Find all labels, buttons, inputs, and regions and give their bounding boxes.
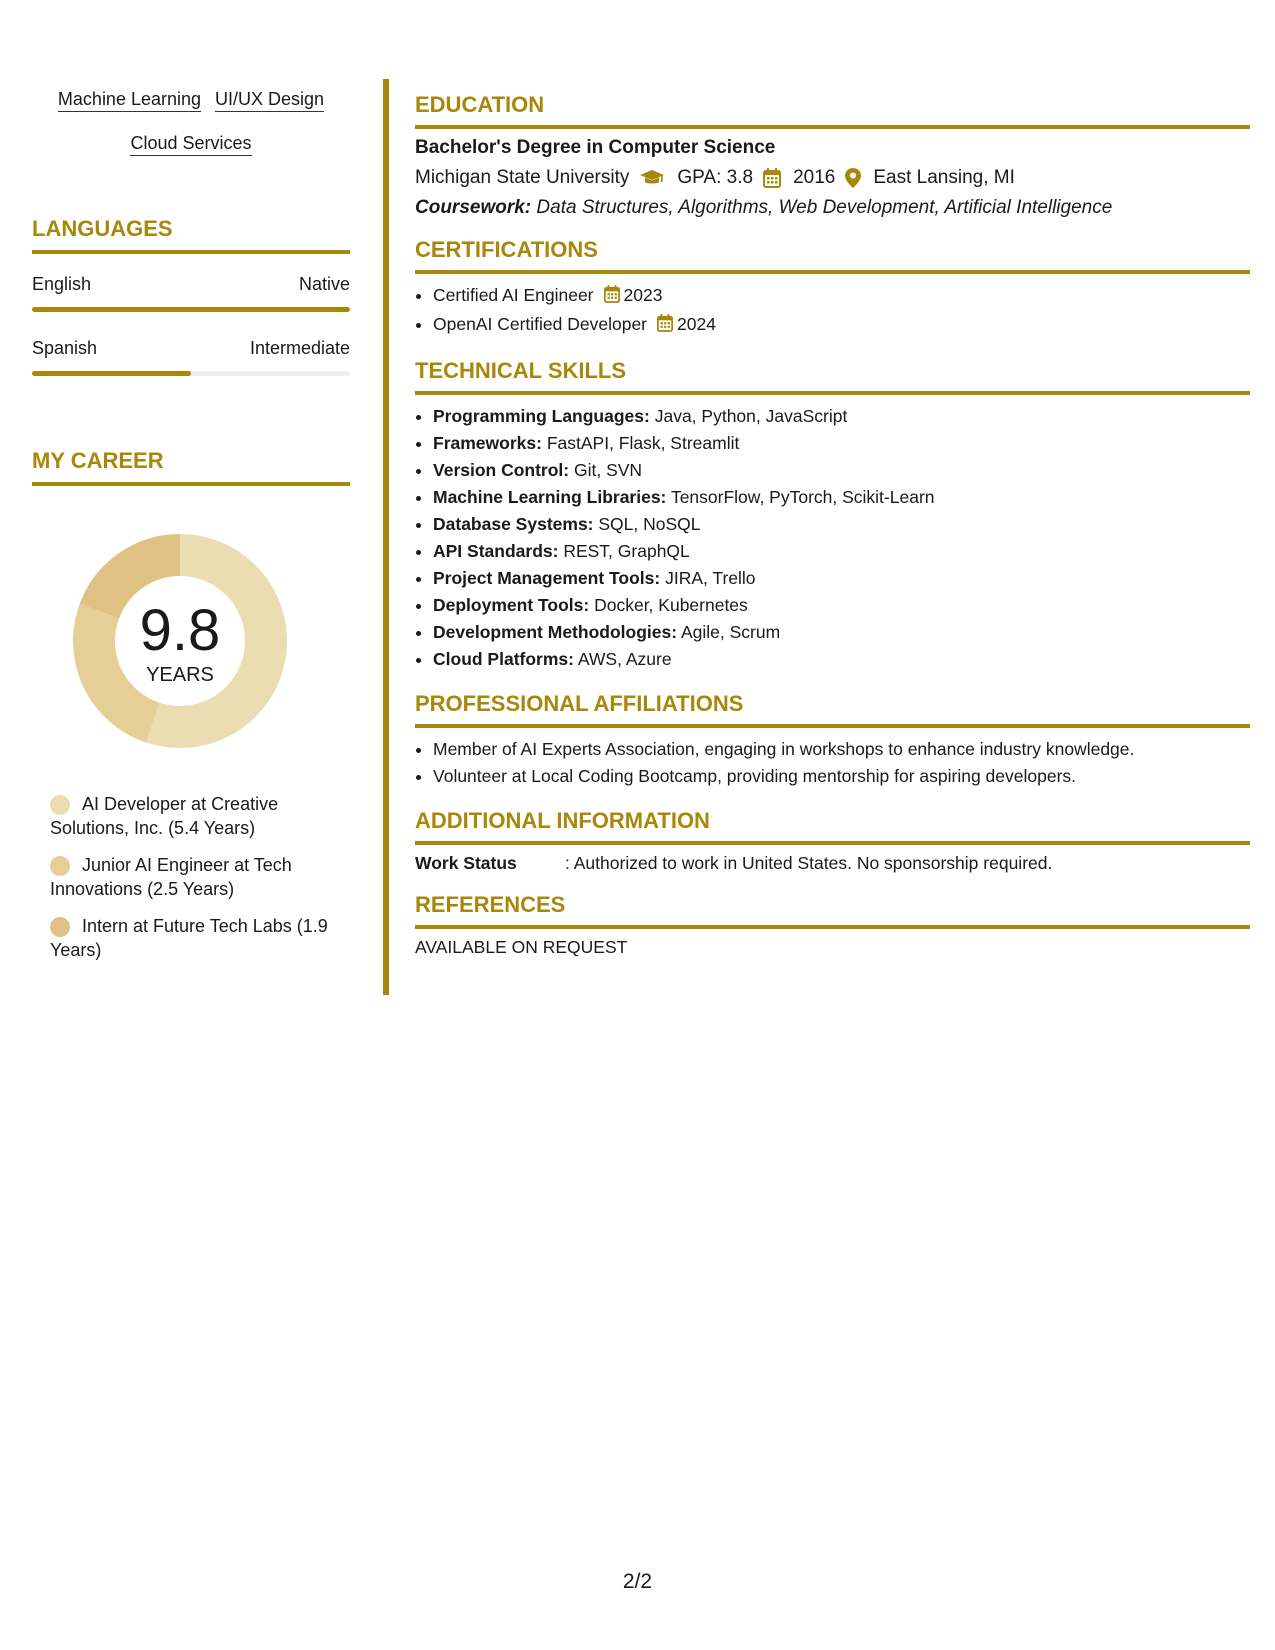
skill-value: Docker, Kubernetes (594, 595, 748, 615)
skill-item (433, 511, 1250, 538)
education-section (415, 92, 1250, 219)
career-donut-chart (65, 526, 295, 756)
affiliations-list (415, 736, 1250, 790)
technical-skills-list (415, 403, 1250, 673)
career-legend-dot (50, 795, 70, 815)
skills-tags (32, 80, 350, 168)
additional-info-heading: ADDITIONAL INFORMATION (415, 808, 1250, 845)
career-item (32, 792, 350, 840)
skill-value: Git, SVN (574, 460, 643, 480)
career-legend-dot (50, 917, 70, 937)
skill-item (433, 565, 1250, 592)
skill-item (433, 403, 1250, 430)
career-heading: MY CAREER (32, 448, 350, 486)
map-pin-icon (845, 168, 861, 188)
calendar-icon (657, 313, 673, 340)
graduation-year: 2016 (793, 167, 836, 188)
skill-value: JIRA, Trello (665, 568, 756, 588)
degree-title: Bachelor's Degree in Computer Science (415, 137, 776, 158)
skill-value: REST, GraphQL (563, 541, 690, 561)
calendar-icon (604, 284, 620, 311)
education-heading: EDUCATION (415, 92, 1250, 129)
career-item-text: Junior AI Engineer at Tech Innovations (2.5 Years) (50, 855, 292, 899)
certifications-section (415, 237, 1250, 340)
skill-tag: Machine Learning (58, 90, 201, 112)
work-status-label: Work Status (415, 853, 517, 873)
skill-label: Development Methodologies: (433, 622, 678, 642)
language-bar (32, 307, 350, 312)
skill-label: Frameworks: (433, 433, 542, 453)
technical-skills-heading: TECHNICAL SKILLS (415, 358, 1250, 395)
left-column (32, 80, 350, 975)
references-heading: REFERENCES (415, 892, 1250, 929)
coursework-list: Data Structures, Algorithms, Web Development, Artificial Intelligence (536, 197, 1113, 218)
languages-heading: LANGUAGES (32, 216, 350, 254)
skill-value: Java, Python, JavaScript (654, 406, 848, 426)
skill-label: Machine Learning Libraries: (433, 487, 667, 507)
affiliations-heading: PROFESSIONAL AFFILIATIONS (415, 691, 1250, 728)
gpa: GPA: 3.8 (677, 167, 754, 188)
career-total-years: 9.8 (139, 597, 221, 663)
language-item (32, 274, 350, 312)
skill-item (433, 646, 1250, 673)
certification-year: 2024 (677, 314, 716, 334)
certification-item (433, 282, 1250, 311)
affiliation-item: • Member of AI Experts Association, engaging in workshops to enhance industry knowledge. (433, 736, 1250, 763)
school-location: East Lansing, MI (873, 167, 1015, 188)
languages-section (32, 216, 350, 376)
certifications-heading: CERTIFICATIONS (415, 237, 1250, 274)
references-text: AVAILABLE ON REQUEST (415, 937, 628, 957)
certification-item (433, 311, 1250, 340)
certification-year: 2023 (623, 285, 663, 305)
career-section (32, 448, 350, 962)
language-level: Native (298, 274, 350, 294)
affiliations-section (415, 691, 1250, 790)
skill-label: Database Systems: (433, 514, 594, 534)
skill-value: SQL, NoSQL (598, 514, 701, 534)
skill-tag: UI/UX Design (215, 90, 324, 112)
certifications-list (415, 282, 1250, 340)
certification-name: Certified AI Engineer (433, 285, 594, 305)
skill-item (433, 592, 1250, 619)
affiliation-item: • Volunteer at Local Coding Bootcamp, providing mentorship for aspiring developers. (433, 763, 1250, 790)
language-name: Spanish (32, 338, 98, 358)
additional-info-section (415, 808, 1250, 874)
technical-skills-section (415, 358, 1250, 673)
career-item-text: AI Developer at Creative Solutions, Inc. (5.4 Years) (50, 794, 279, 838)
calendar-icon (763, 168, 781, 188)
career-legend (32, 792, 350, 962)
career-legend-dot (50, 856, 70, 876)
language-bar-fill (32, 371, 191, 376)
skill-item (433, 538, 1250, 565)
career-item-text: Intern at Future Tech Labs (1.9 Years) (50, 916, 328, 960)
graduation-cap-icon (639, 169, 665, 187)
school-name: Michigan State University (415, 167, 630, 188)
skill-item (433, 484, 1250, 511)
page-number: 2/2 (622, 1570, 653, 1593)
certification-name: OpenAI Certified Developer (433, 314, 647, 334)
skill-label: Programming Languages: (433, 406, 650, 426)
skill-item (433, 457, 1250, 484)
skill-value: Agile, Scrum (680, 622, 781, 642)
language-bar-fill (32, 307, 350, 312)
skill-label: Deployment Tools: (433, 595, 590, 615)
skill-value: AWS, Azure (577, 649, 672, 669)
career-item (32, 914, 350, 962)
language-item (32, 338, 350, 376)
skill-value: TensorFlow, PyTorch, Scikit-Learn (670, 487, 935, 507)
work-status-value: : Authorized to work in United States. No sponsorship required. (565, 853, 1053, 873)
language-name: English (32, 274, 92, 294)
skill-tag: Cloud Services (130, 134, 251, 156)
skill-label: Cloud Platforms: (433, 649, 574, 669)
skill-label: Project Management Tools: (433, 568, 661, 588)
education-meta (415, 167, 1250, 189)
work-status-row (415, 853, 1250, 874)
skill-item (433, 430, 1250, 457)
skill-label: Version Control: (433, 460, 570, 480)
career-item (32, 853, 350, 901)
coursework (415, 197, 1250, 219)
right-column (415, 92, 1250, 976)
references-section (415, 892, 1250, 958)
column-divider (383, 79, 389, 995)
coursework-label: Coursework: (415, 197, 532, 218)
career-years-label: YEARS (146, 663, 214, 686)
language-level: Intermediate (249, 338, 350, 358)
skill-value: FastAPI, Flask, Streamlit (546, 433, 740, 453)
skill-label: API Standards: (433, 541, 559, 561)
language-bar (32, 371, 350, 376)
skill-item (433, 619, 1250, 646)
